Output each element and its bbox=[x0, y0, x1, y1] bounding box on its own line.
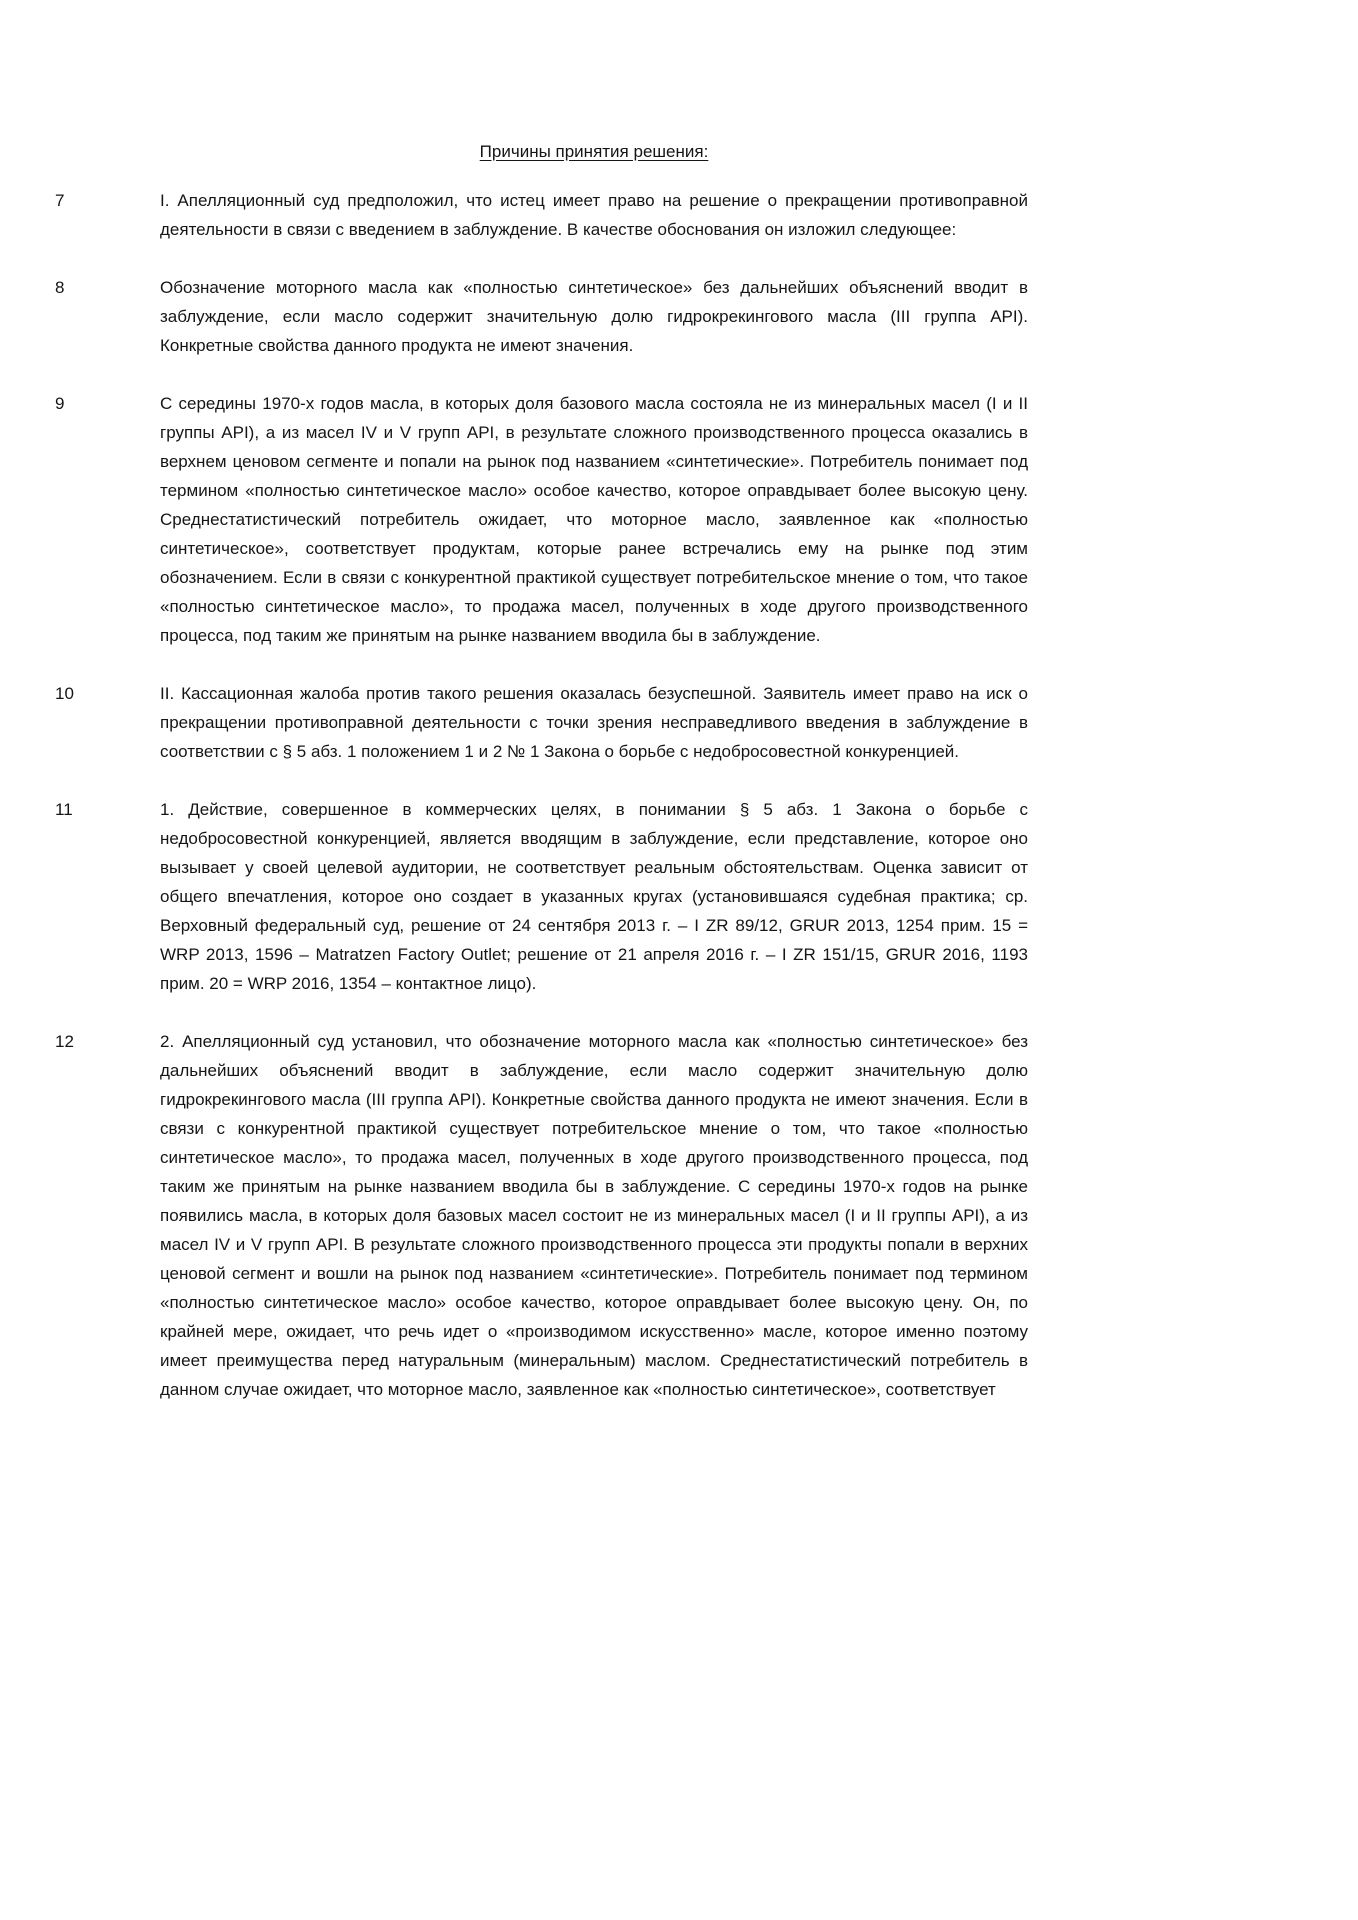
paragraph-list bbox=[55, 186, 1028, 1404]
paragraph-text: С середины 1970-х годов масла, в которых доля базового масла состояла не из минеральных масел (I и II группы API), а из масел IV и V групп API, в результате сложного производственного процесса оказались в верхнем ценовом сегменте и попали на рынок под названием «синтетические». Потребитель понимает под термином «полностью синтетическое масло» особое качество, которое оправдывает более высокую цену. Среднестатистический потребитель ожидает, что моторное масло, заявленное как «полностью синтетическое», соответствует продуктам, которые ранее встречались ему на рынке под этим обозначением. Если в связи с конкурентной практикой существует потребительское мнение о том, что такое «полностью синтетическое масло», то продажа масел, полученных в ходе другого производственного процесса, под таким же принятым на рынке названием вводила бы в заблуждение. bbox=[160, 394, 1028, 645]
paragraph-row bbox=[55, 186, 1028, 244]
paragraph-row bbox=[55, 679, 1028, 766]
paragraph-row bbox=[55, 273, 1028, 360]
paragraph-text: II. Кассационная жалоба против такого решения оказалась безуспешной. Заявитель имеет право на иск о прекращении противоправной деятельности с точки зрения несправедливого введения в заблуждение в соответствии с § 5 абз. 1 положением 1 и 2 № 1 Закона о борьбе с недобросовестной конкуренцией. bbox=[160, 684, 1028, 761]
paragraph-number: 11 bbox=[55, 800, 73, 819]
paragraph-number: 10 bbox=[55, 684, 74, 703]
page-title: Причины принятия решения: bbox=[479, 142, 709, 161]
title-gutter bbox=[55, 137, 160, 166]
title-row bbox=[55, 137, 1028, 166]
paragraph-text: I. Апелляционный суд предположил, что истец имеет право на решение о прекращении противоправной деятельности в связи с введением в заблуждение. В качестве обоснования он изложил следующее: bbox=[160, 191, 1028, 239]
paragraph-number: 12 bbox=[55, 1032, 74, 1051]
paragraph-text: 1. Действие, совершенное в коммерческих целях, в понимании § 5 абз. 1 Закона о борьбе с недобросовестной конкуренцией, является вводящим в заблуждение, если представление, которое оно вызывает у своей целевой аудитории, не соответствует реальным обстоятельствам. Оценка зависит от общего впечатления, которое оно создает в указанных кругах (установившаяся судебная практика; ср. Верховный федеральный суд, решение от 24 сентября 2013 г. – I ZR 89/12, GRUR 2013, 1254 прим. 15 = WRP 2013, 1596 – Matratzen Factory Outlet; решение от 21 апреля 2016 г. – I ZR 151/15, GRUR 2016, 1193 прим. 20 = WRP 2016, 1354 – контактное лицо). bbox=[160, 800, 1028, 993]
paragraph-row bbox=[55, 389, 1028, 650]
paragraph-row bbox=[55, 795, 1028, 998]
title-cell bbox=[160, 137, 1028, 166]
paragraph-row bbox=[55, 1027, 1028, 1404]
paragraph-number: 7 bbox=[55, 191, 65, 210]
paragraph-text: 2. Апелляционный суд установил, что обозначение моторного масла как «полностью синтетическое» без дальнейших объяснений вводит в заблуждение, если масло содержит значительную долю гидрокрекингового масла (III группа API). Конкретные свойства данного продукта не имеют значения. Если в связи с конкурентной практикой существует потребительское мнение о том, что такое «полностью синтетическое масло», то продажа масел, полученных в ходе другого производственного процесса, под таким же принятым на рынке названием вводила бы в заблуждение. С середины 1970-х годов на рынке появились масла, в которых доля базовых масел состоит не из минеральных масел (I и II группы API), а из масел IV и V групп API. В результате сложного производственного процесса эти продукты попали в верхних ценовой сегмент и вошли на рынок под названием «синтетические». Потребитель понимает под термином «полностью синтетическое масло» особое качество, которое оправдывает более высокую цену. Он, по крайней мере, ожидает, что речь идет о «производимом искусственно» масле, которое именно поэтому имеет преимущества перед натуральным (минеральным) маслом. Среднестатистический потребитель в данном случае ожидает, что моторное масло, заявленное как «полностью синтетическое», соответствует bbox=[160, 1032, 1028, 1399]
paragraph-text: Обозначение моторного масла как «полностью синтетическое» без дальнейших объяснений вводит в заблуждение, если масло содержит значительную долю гидрокрекингового масла (III группа API). Конкретные свойства данного продукта не имеют значения. bbox=[160, 278, 1028, 355]
paragraph-number: 9 bbox=[55, 394, 65, 413]
paragraph-number: 8 bbox=[55, 278, 65, 297]
